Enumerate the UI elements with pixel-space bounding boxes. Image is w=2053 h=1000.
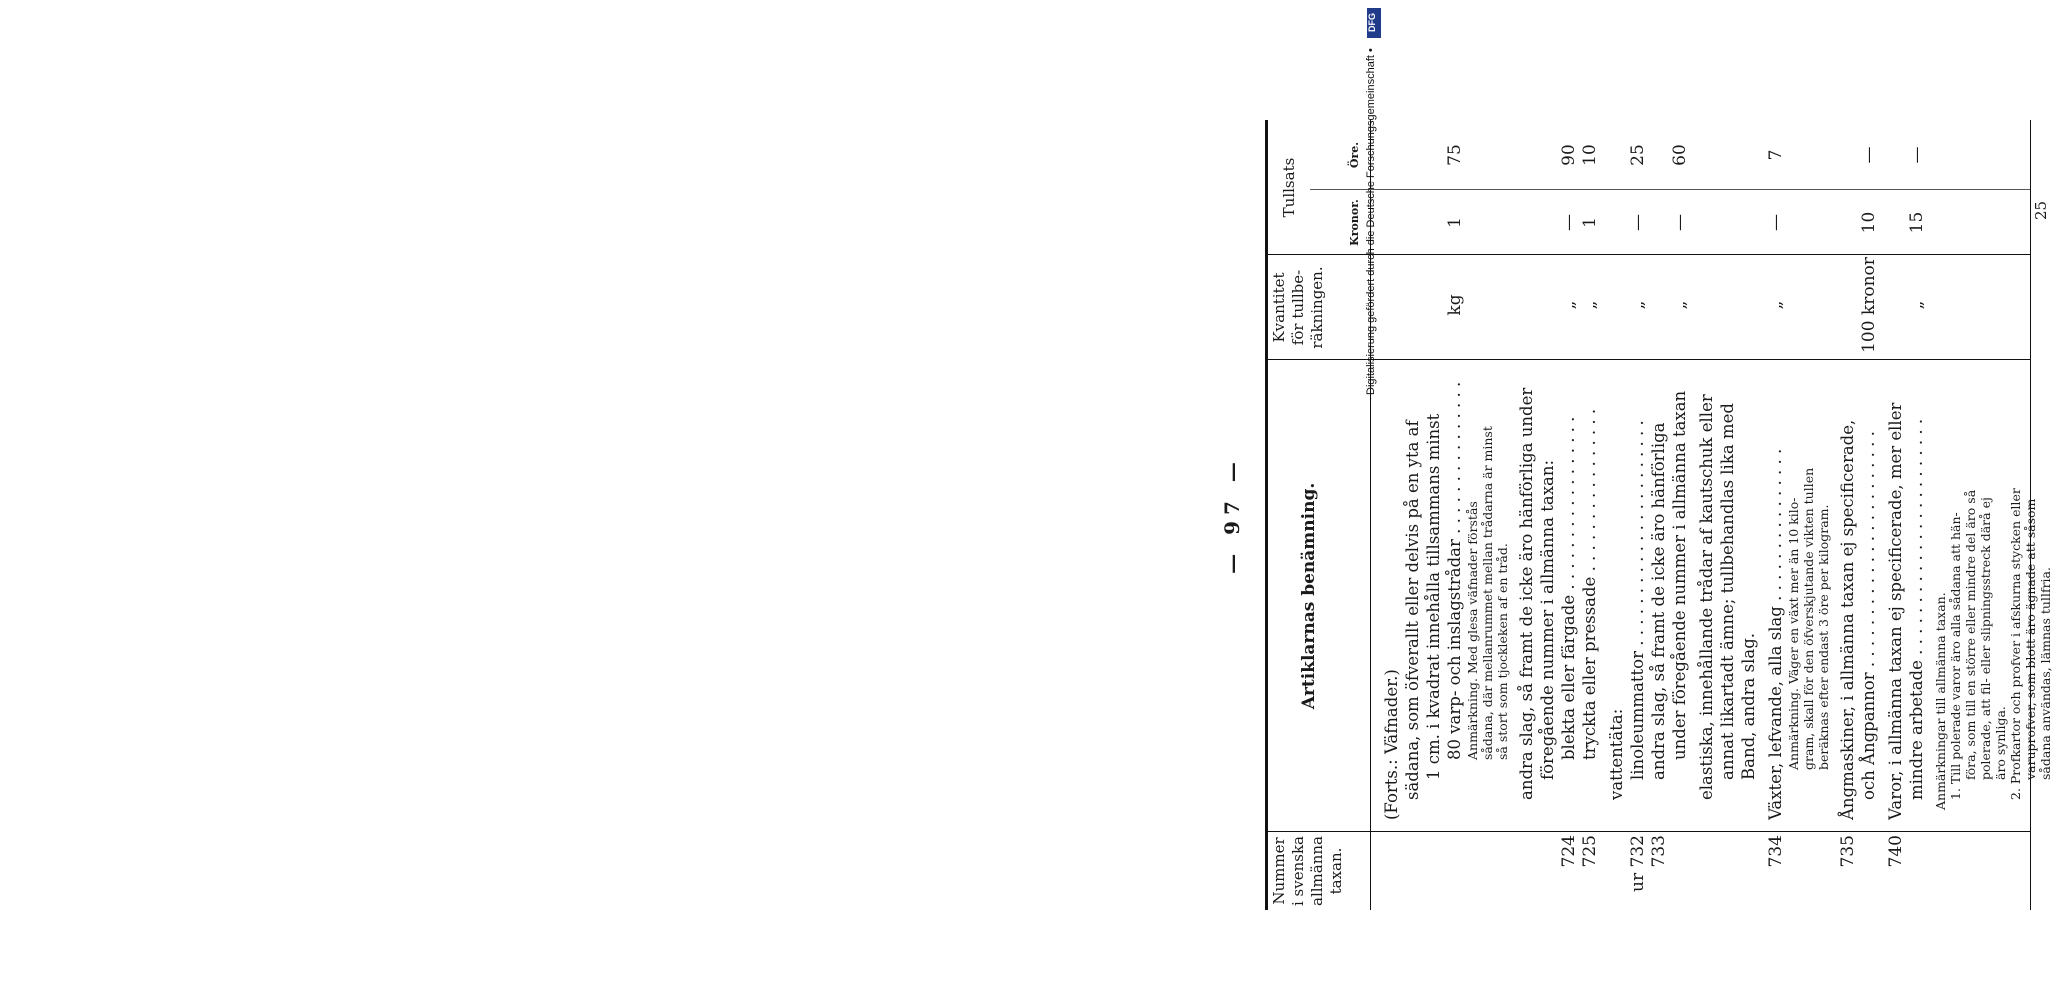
row-description: och Ångpannor . . . . . . . . . . . . . . . . . . . . . . . <box>1859 431 1878 800</box>
header-quantity-line: räkningen. <box>1308 266 1326 349</box>
row-rate-ore: — <box>1859 146 1879 164</box>
row-description: 1. Till polerade varor äro alla sådana att hän- <box>1948 512 1963 800</box>
header-number-line: i svenska <box>1289 836 1307 907</box>
header-kronor: Kronor. <box>1348 199 1361 246</box>
row-description: Anmärkningar till allmänna taxan. <box>1933 592 1948 810</box>
row-quantity-unit: „ <box>1670 300 1690 310</box>
row-description: blekta eller färgade . . . . . . . . . . . . . . . . . <box>1559 416 1578 760</box>
row-rate-ore: 10 <box>1580 144 1600 166</box>
row-description: tryckta eller pressade . . . . . . . . . . . . . . . . <box>1580 408 1599 760</box>
row-quantity-unit: „ <box>1559 300 1579 310</box>
row-tariff-number: 735 <box>1838 835 1858 868</box>
row-rate-ore: 60 <box>1670 144 1690 166</box>
header-article: Artiklarnas benämning. <box>1299 482 1319 710</box>
row-description: Band, andra slag. <box>1739 632 1758 780</box>
row-description: andra slag, så framt de icke äro hänförliga <box>1649 422 1668 780</box>
header-number-line: allmänna <box>1308 836 1326 906</box>
row-description: så stort som tjockleken af en tråd. <box>1495 543 1510 760</box>
row-description: mindre arbetade . . . . . . . . . . . . . . . . . . . . . . . <box>1907 418 1926 800</box>
row-description: (Forts.: Väfnader.) <box>1382 669 1401 820</box>
header-ore: Öre. <box>1348 141 1361 169</box>
row-description: vattentäta: <box>1607 708 1626 800</box>
column-divider <box>1265 831 2030 832</box>
header-number-line: taxan. <box>1327 847 1345 895</box>
row-rate-ore: — <box>1907 146 1927 164</box>
header-rate: Tullsats <box>1280 157 1298 218</box>
header-quantity-line: Kvantitet <box>1270 272 1288 343</box>
row-description: 80 varp- och inslagstrådar . . . . . . . . . . . . . . . <box>1445 381 1464 760</box>
row-rate-kronor: 1 <box>1445 217 1465 228</box>
row-description: 2. Profkartor och profver i afskurna stycken eller <box>2008 488 2023 800</box>
row-tariff-number: 733 <box>1649 835 1669 868</box>
row-rate-kronor: — <box>1670 214 1690 231</box>
row-tariff-number: 734 <box>1766 835 1786 868</box>
row-rate-kronor: — <box>1628 214 1648 231</box>
header-quantity <box>1270 255 1327 360</box>
row-rate-kronor: — <box>1559 214 1579 231</box>
header-number <box>1270 832 1346 910</box>
row-description: linoleummattor . . . . . . . . . . . . . . . . . . . . . . <box>1628 420 1647 780</box>
row-description: 1 cm. i kvadrat innehålla tillsammans minst <box>1424 413 1443 780</box>
row-quantity-unit: „ <box>1580 300 1600 310</box>
row-quantity-unit: „ <box>1766 300 1786 310</box>
row-rate-ore: 75 <box>1445 144 1465 166</box>
row-description: sådana användas, lämnas tullfria. <box>2038 567 2053 780</box>
row-tariff-number: 724 <box>1559 835 1579 868</box>
row-description: Varor, i allmänna taxan ej specificerade, mer eller <box>1886 402 1905 820</box>
row-description: Anmärkning. Med glesa väfnader förstås <box>1465 501 1480 760</box>
row-description: gram, skall för den öfverskjutande vikten tullen <box>1801 467 1816 770</box>
row-rate-kronor: — <box>1766 214 1786 231</box>
dfg-credit-text: Digitalisierung gefördert durch die Deutsche Forschungsgemeinschaft • <box>1365 48 1377 395</box>
row-quantity-unit: „ <box>1907 300 1927 310</box>
row-rate-ore: 7 <box>1766 149 1786 161</box>
row-rate-ore: 25 <box>1628 144 1648 166</box>
table-top-rule <box>1265 120 1268 910</box>
row-quantity-unit: kg <box>1445 294 1465 316</box>
footer-mark: 25 <box>2032 200 2050 220</box>
row-rate-ore: 90 <box>1559 144 1579 166</box>
page-number: — 97 — <box>1220 456 1244 574</box>
row-quantity-unit: „ <box>1628 300 1648 310</box>
row-rate-kronor: 15 <box>1907 211 1927 234</box>
row-tariff-number: 725 <box>1580 835 1600 868</box>
row-description: äro synliga. <box>1993 706 2008 780</box>
row-description: Anmärkning. Väger en växt mer än 10 kilo- <box>1786 497 1801 770</box>
row-description: polerade, att fil- eller slipningsstreck därå ej <box>1978 497 1993 780</box>
row-description: sädana, som öfverallt eller delvis på en yta af <box>1403 420 1422 800</box>
row-description: varuprofver, som blott äro ägnade att såsom <box>2023 498 2038 780</box>
row-description: föregående nummer i allmänna taxan: <box>1538 459 1557 780</box>
row-rate-kronor: 10 <box>1859 211 1879 234</box>
row-tariff-number: 740 <box>1886 835 1906 868</box>
row-tariff-number: ur 732 <box>1628 835 1648 892</box>
header-number-line: Nummer <box>1270 837 1288 905</box>
row-description: annat likartadt ämne; tullbehandlas lika med <box>1718 403 1737 780</box>
row-description: andra slag, så framt de icke äro hänförliga under <box>1517 387 1536 800</box>
row-description: elastiska, innehållande trådar af kautschuk eller <box>1697 394 1716 800</box>
header-quantity-line: för tullbe- <box>1289 269 1307 346</box>
row-description: Ångmaskiner, i allmänna taxan ej specificerade, <box>1838 419 1857 820</box>
row-description: beräknas efter endast 3 öre per kilogram. <box>1816 504 1831 770</box>
dfg-logo: DFG <box>1367 8 1381 38</box>
row-description: under föregående nummer i allmänna taxan <box>1670 390 1689 760</box>
row-rate-kronor: 1 <box>1580 217 1600 228</box>
row-description: sådana, där mellanrummet mellan trådarna är minst <box>1480 426 1495 760</box>
rotated-tariff-table <box>1150 120 2053 910</box>
row-quantity-unit: 100 kronor <box>1859 257 1879 353</box>
row-description: föra, som till en större eller mindre del äro så <box>1963 489 1978 780</box>
row-description: Växter, lefvande, alla slag . . . . . . . . . . . . . . . <box>1766 448 1785 820</box>
